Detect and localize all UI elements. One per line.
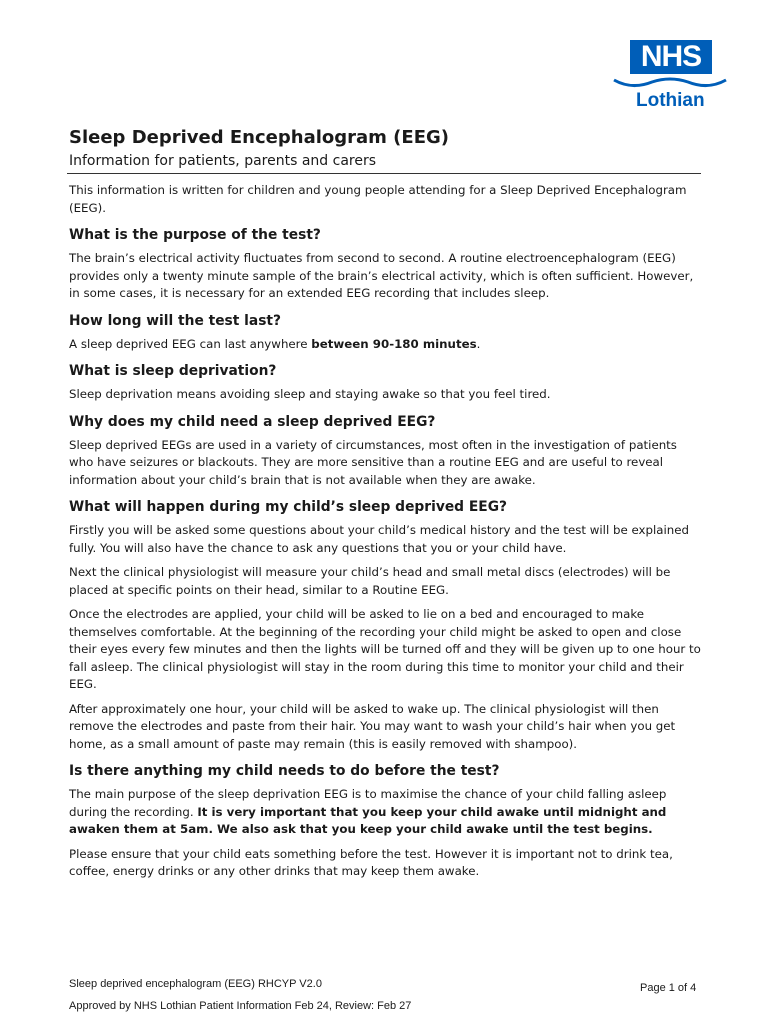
duration-text-bold: between 90-180 minutes xyxy=(311,336,477,351)
intro-paragraph: This information is written for children and young people attending for a Sleep Deprived Encephalogram (EEG). xyxy=(69,183,687,215)
page-number: Page 1 of 4 xyxy=(640,982,697,994)
nhs-lothian-logo xyxy=(610,36,730,116)
during-paragraph-4: After approximately one hour, your child will be asked to wake up. The clinical physiologist will then remove the electrodes and paste from their hair. You may want to wash your child’s hair when you get home, as a small amount of paste may remain (this is easily removed with shampoo). xyxy=(69,701,676,751)
section-heading-why: Why does my child need a sleep deprived EEG? xyxy=(69,413,436,430)
page-subtitle: Information for patients, parents and carers xyxy=(69,153,377,169)
before-text-bold: It is very important that you keep your child awake until midnight and awaken them at 5am. We also ask that you keep your child awake until the test begins. xyxy=(69,804,667,836)
section-heading-deprivation: What is sleep deprivation? xyxy=(69,363,277,379)
page-title: Sleep Deprived Encephalogram (EEG) xyxy=(69,127,449,148)
section-heading-during: What will happen during my child’s sleep deprived EEG? xyxy=(69,499,508,515)
section-heading-purpose: What is the purpose of the test? xyxy=(69,227,321,243)
duration-text-end: . xyxy=(476,336,481,351)
during-paragraph-3: Once the electrodes are applied, your child will be asked to lie on a bed and encouraged to make themselves comfortable. At the beginning of the recording your child might be asked to open and close their eyes every few minutes and then the lights will be turned off and they will be given up to one hour to fall asleep. The clinical physiologist will stay in the room during this time to monitor your child and their EEG. xyxy=(69,607,701,691)
header-divider xyxy=(67,173,701,174)
purpose-paragraph: The brain’s electrical activity fluctuates from second to second. A routine electroencephalogram (EEG) provides only a twenty minute sample of the brain’s electrical activity, which is often sufficient. However, in some cases, it is necessary for an extended EEG recording that includes sleep. xyxy=(69,251,694,300)
before-paragraph-2: Please ensure that your child eats something before the test. However it is important not to drink tea, coffee, energy drinks or any other drinks that may keep them awake. xyxy=(69,846,673,878)
document-body xyxy=(69,182,701,888)
logo-region: Lothian xyxy=(636,90,705,111)
before-text-start: The main purpose of the sleep deprivation EEG is to maximise the chance of your child falling asleep during the recording. xyxy=(69,787,667,819)
footer-approval: Approved by NHS Lothian Patient Information Feb 24, Review: Feb 27 xyxy=(69,1000,412,1012)
deprivation-paragraph: Sleep deprivation means avoiding sleep and staying awake so that you feel tired. xyxy=(69,387,551,401)
section-heading-duration: How long will the test last? xyxy=(69,312,282,329)
footer-version: Sleep deprived encephalogram (EEG) RHCYP V2.0 xyxy=(69,978,322,990)
nhs-logo-box: NHS xyxy=(630,40,712,74)
why-paragraph: Sleep deprived EEGs are used in a variety of circumstances, most often in the investigation of patients who have seizures or blackouts. They are more sensitive than a routine EEG and are useful to reveal information about your child’s brain that is not available when they are awake. xyxy=(69,437,677,487)
footer-info xyxy=(69,973,411,1017)
duration-text-start: A sleep deprived EEG can last anywhere xyxy=(69,336,312,351)
section-heading-before: Is there anything my child needs to do before the test? xyxy=(69,763,500,779)
duration-paragraph xyxy=(69,336,701,354)
before-paragraph-1 xyxy=(69,786,701,839)
during-paragraph-1: Firstly you will be asked some questions about your child’s medical history and the test will be explained fully. You will also have the chance to ask any questions that you or your child have. xyxy=(69,523,690,555)
wave-icon xyxy=(610,76,730,90)
during-paragraph-2: Next the clinical physiologist will measure your child’s head and small metal discs (electrodes) will be placed at specific points on their head, similar to a Routine EEG. xyxy=(69,565,671,597)
